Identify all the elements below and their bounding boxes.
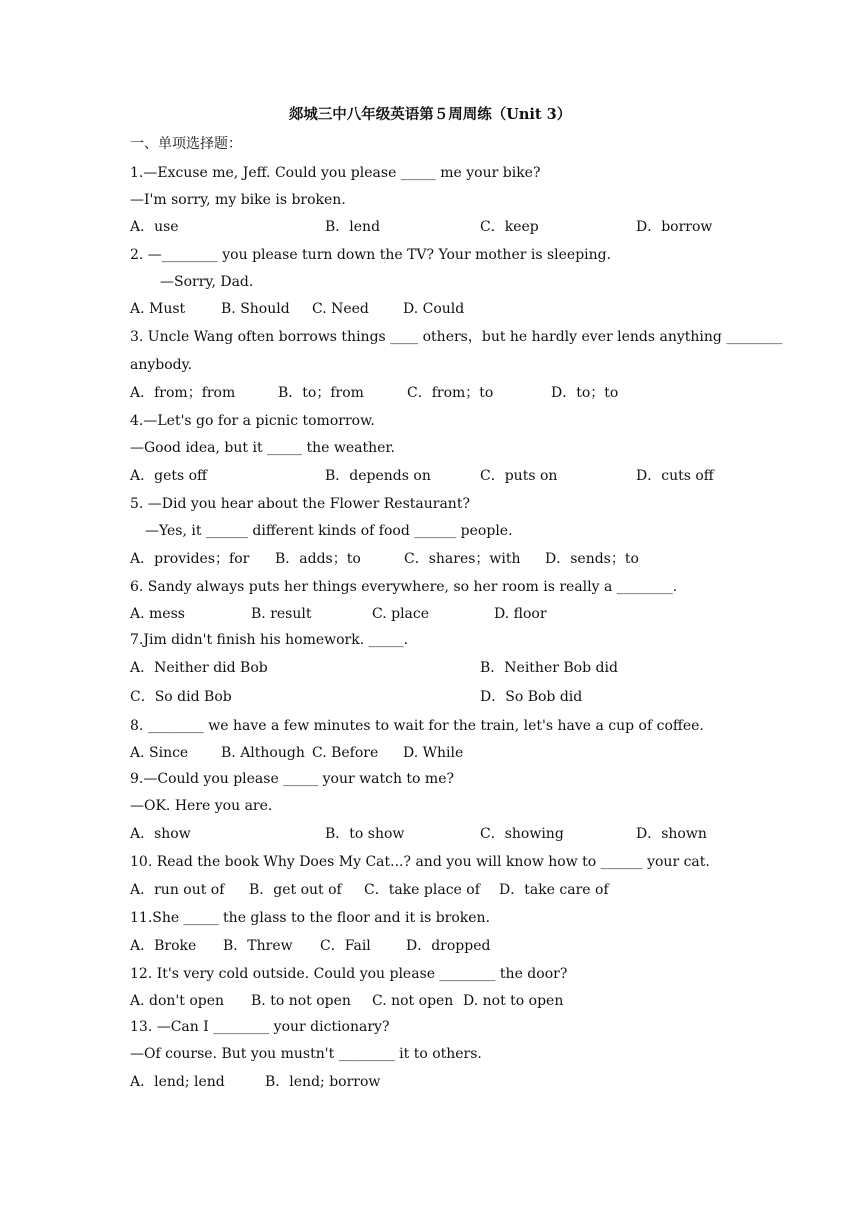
option-c: C. Before [312,745,379,761]
option-c: C．from；to [407,385,494,401]
question-stem: 12. It's very cold outside. Could you please ________ the door? [130,966,568,982]
question-stem: 6. Sandy always puts her things everywhere, so her room is really a ________. [130,579,678,595]
option-d: D. While [403,745,464,761]
option-b: B. Although [221,745,305,761]
option-b: B．Threw [223,938,293,954]
option-d: D．shown [636,826,707,842]
option-d: D．So Bob did [480,689,583,705]
option-a: A．Neither did Bob [130,660,268,676]
option-b: B. to not open [251,993,351,1009]
option-d: D．sends；to [545,551,639,567]
question-stem: 5. —Did you hear about the Flower Restaurant? [130,496,470,512]
question-stem: 7.Jim didn't finish his homework. _____. [130,632,409,648]
option-a: A．show [130,826,191,842]
option-a: A．Broke [130,938,197,954]
option-b: B．lend [325,219,381,235]
option-c: C．showing [480,826,564,842]
question-stem: 13. —Can I ________ your dictionary? [130,1019,390,1035]
option-c: C. not open [372,993,454,1009]
option-c: C. place [372,606,430,622]
question-stem: 2. —________ you please turn down the TV? Your mother is sleeping. [130,247,612,263]
question-stem: —Of course. But you mustn't ________ it to others. [130,1046,482,1062]
question-stem: —Yes, it ______ different kinds of food ______ people. [145,523,513,539]
option-b: B．adds；to [275,551,361,567]
option-a: A．lend; lend [130,1074,225,1090]
question-stem: 10. Read the book Why Does My Cat...? and you will know how to ______ your cat. [130,854,710,870]
option-d: D．dropped [406,938,491,954]
option-c: C．So did Bob [130,689,232,705]
question-stem: 4.—Let's go for a picnic tomorrow. [130,413,375,429]
option-b: B．get out of [249,882,342,898]
option-a: A. Must [130,301,186,317]
question-stem: 1.—Excuse me, Jeff. Could you please _____ me your bike? [130,165,541,181]
option-d: D．take care of [499,882,609,898]
option-d: D．to；to [551,385,619,401]
option-a: A．provides；for [130,551,250,567]
question-stem: —I'm sorry, my bike is broken. [130,192,346,208]
page-title: 郯城三中八年级英语第５周周练（Unit 3） [288,106,572,123]
question-stem: —Sorry, Dad. [160,274,254,290]
question-stem: anybody. [130,357,193,373]
question-stem: 8. ________ we have a few minutes to wait for the train, let's have a cup of coffee. [130,718,704,734]
option-a: A．run out of [130,882,225,898]
question-stem: 11.She _____ the glass to the floor and it is broken. [130,910,491,926]
option-c: C．Fail [320,938,371,954]
option-b: B．to show [325,826,405,842]
option-a: A. don't open [130,993,225,1009]
option-c: C．take place of [364,882,480,898]
option-d: D．cuts off [636,468,714,484]
option-d: D. floor [494,606,547,622]
question-stem: 3. Uncle Wang often borrows things ____ others，but he hardly ever lends anything ________ [130,329,783,345]
option-b: B. result [251,606,312,622]
section-heading: 一、单项选择题： [130,136,242,152]
option-d: D．borrow [636,219,713,235]
option-c: C．puts on [480,468,558,484]
option-c: C．keep [480,219,539,235]
option-b: B．depends on [325,468,431,484]
option-d: D. not to open [463,993,564,1009]
option-a: A. mess [130,606,185,622]
question-stem: 9.—Could you please _____ your watch to me? [130,771,454,787]
option-b: B．Neither Bob did [480,660,618,676]
option-d: D. Could [403,301,465,317]
option-a: A. Since [130,745,189,761]
option-c: C. Need [312,301,369,317]
option-b: B．to；from [278,385,364,401]
option-a: A．gets off [130,468,207,484]
option-a: A．use [130,219,179,235]
option-b: B. Should [221,301,290,317]
option-c: C．shares；with [404,551,521,567]
question-stem: —OK. Here you are. [130,798,273,814]
option-b: B．lend; borrow [265,1074,381,1090]
question-stem: —Good idea, but it _____ the weather. [130,440,396,456]
option-a: A．from；from [130,385,236,401]
